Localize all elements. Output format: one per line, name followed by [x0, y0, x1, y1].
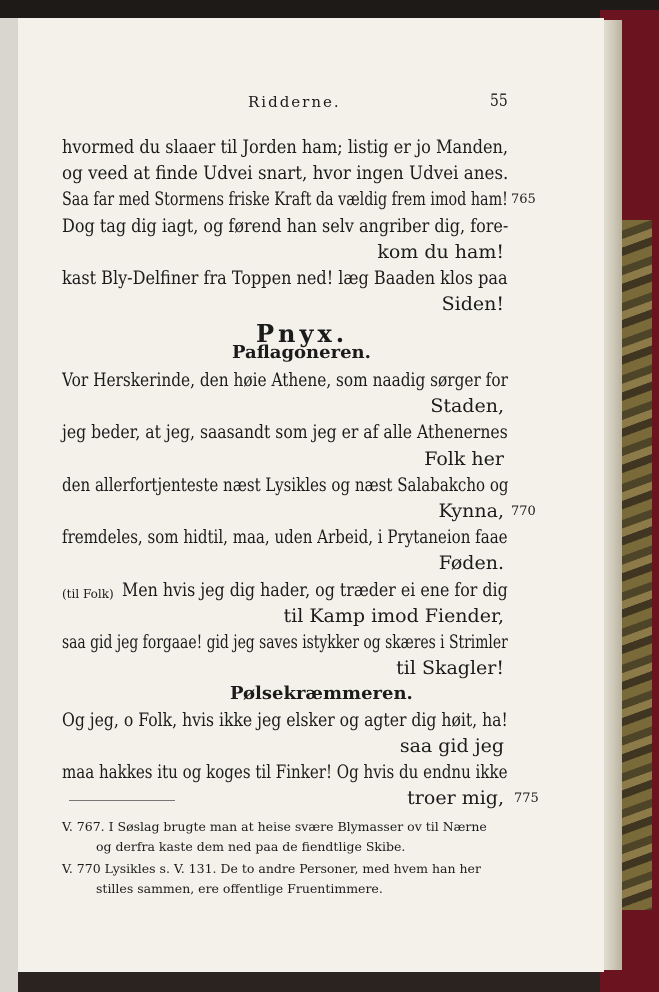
text-line: Kynna,: [438, 500, 504, 522]
footnote-line: V. 770 Lysikles s. V. 131. De to andre Personer, med hvem han her: [62, 861, 481, 876]
text-line: Saa far med Stormens friske Kraft da vældig frem imod ham!: [62, 188, 508, 210]
text-line: Staden,: [430, 395, 504, 417]
speaker-name: Paflagoneren.: [232, 342, 371, 363]
text-line: den allerfortjenteste næst Lysikles og næst Salabakcho og: [62, 474, 509, 496]
line-number: 765: [511, 192, 536, 207]
footnote-line: V. 767. I Søslag brugte man at heise svære Blymasser ov til Nærne: [62, 819, 487, 834]
text-line: kom du ham!: [377, 241, 504, 263]
footnote-rule: [69, 800, 175, 801]
text-line: saa gid jeg forgaae! gid jeg saves istykker og skæres i Strimler: [62, 631, 508, 653]
text-line: og veed at finde Udvei snart, hvor ingen Udvei anes.: [62, 162, 509, 184]
footnote-line: og derfra kaste dem ned paa de fiendtlige Skibe.: [96, 839, 406, 854]
text-line: fremdeles, som hidtil, maa, uden Arbeid, i Prytaneion faae: [62, 526, 508, 548]
line-number: 775: [514, 791, 539, 806]
speaker-name: Pølsekræmmeren.: [230, 683, 413, 704]
text-line: til Skagler!: [396, 657, 504, 679]
marbled-edge: [622, 220, 652, 910]
running-title: Ridderne.: [248, 93, 341, 111]
text-line: jeg beder, at jeg, saasandt som jeg er af alle Athenernes: [62, 421, 508, 443]
section-heading: Pnyx.: [256, 319, 349, 348]
text-line: troer mig,: [407, 787, 504, 809]
text-line: Og jeg, o Folk, hvis ikke jeg elsker og agter dig høit, ha!: [62, 709, 508, 731]
text-line: kast Bly-Delfiner fra Toppen ned! læg Baaden klos paa: [62, 267, 508, 289]
left-page-edge: [0, 18, 18, 992]
text-line: Vor Herskerinde, den høie Athene, som naadig sørger for: [62, 369, 508, 391]
text-line: Men hvis jeg dig hader, og træder ei ene for dig: [122, 579, 508, 601]
line-number: 770: [511, 504, 536, 519]
stage-direction: (til Folk): [62, 587, 114, 601]
text-line: Dog tag dig iagt, og førend han selv angriber dig, fore-: [62, 215, 509, 237]
footnote-line: stilles sammen, ere offentlige Fruentimmere.: [96, 881, 383, 896]
text-line: Føden.: [438, 552, 504, 574]
text-line: maa hakkes itu og koges til Finker! Og hvis du endnu ikke: [62, 761, 508, 783]
book-page: [18, 18, 604, 972]
page-number: 55: [490, 91, 508, 111]
text-line: til Kamp imod Fiender,: [283, 605, 504, 627]
text-line: Folk her: [424, 448, 504, 470]
text-line: saa gid jeg: [399, 735, 504, 757]
text-line: Siden!: [441, 293, 504, 315]
book-spine: [0, 0, 659, 18]
text-line: hvormed du slaaer til Jorden ham; listig er jo Manden,: [62, 136, 509, 158]
